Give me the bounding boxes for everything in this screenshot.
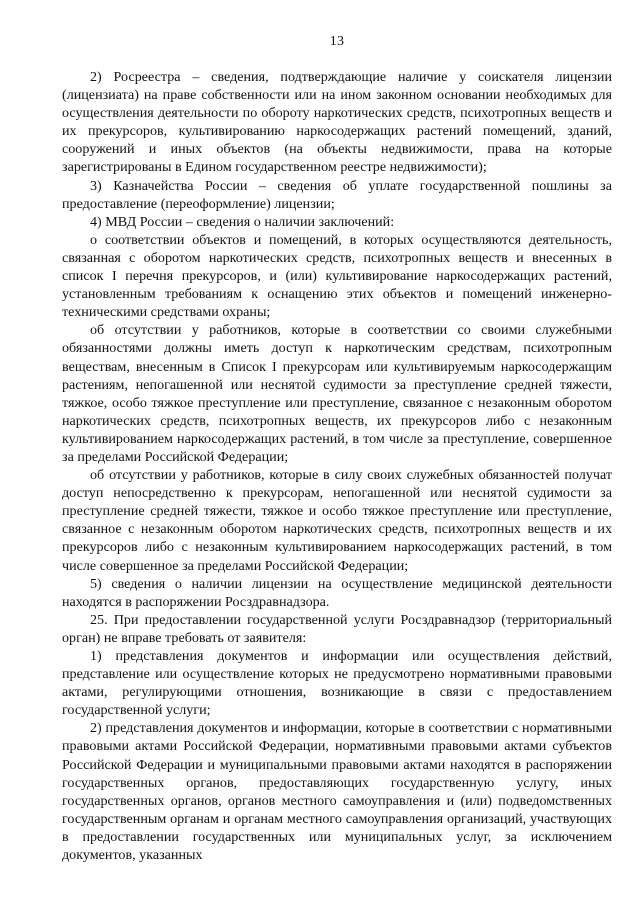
page-number: 13 [329,34,345,49]
paragraph-clause-25: 25. При предоставлении государственной услуги Росздравнадзор (территориальный орган) не вправе требовать от заявителя: [62,611,612,646]
paragraph-medical-license: 5) сведения о наличии лицензии на осуществление медицинской деятельности находятся в распоряжении Росздравнадзора. [62,575,612,610]
paragraph-item-1: 1) представления документов и информации или осуществления действий, представление или осуществление которых не предусмотрено нормативными правовыми актами, регулирующими отношения, возникающие в связи с предоставлением государственной услуги; [62,648,612,719]
paragraph-no-criminal-record-precursors: об отсутствии у работников, которые в силу своих служебных обязанностей получат доступ непосредственно к прекурсорам, непогашенной или неснятой судимости за преступление средней тяжести, тяжкое и особо тяжкое преступление или преступление, связанное с незаконным оборотом наркотических средств, психотропных веществ и их прекурсоров либо с незаконным культивированием наркосодержащих растений, в том числе совершенное за пределами Российской Федерации; [62,467,612,574]
paragraph-no-criminal-record-staff: об отсутствии у работников, которые в соответствии со своими служебными обязанностями должны иметь доступ к наркотическим средствам, психотропным веществам, внесенным в Список I прекурсорам или культивируемым наркосодержащим растениям, непогашенной или неснятой судимости за преступление средней тяжести, тяжкое, особо тяжкое преступление или преступление, связанное с незаконным оборотом наркотических средств, психотропных веществ, их прекурсоров либо с незаконным культивированием наркосодержащих растений, в том числе за преступление, совершенное за пределами Российской Федерации; [62,322,612,465]
paragraph-treasury: 3) Казначейства России – сведения об уплате государственной пошлины за предоставление (переоформление) лицензии; [62,177,612,212]
document-body [62,68,612,864]
paragraph-objects-compliance: о соответствии объектов и помещений, в которых осуществляются деятельность, связанная с оборотом наркотических средств, психотропных веществ и внесенных в список I перечня прекурсоров, и (или) культивирование наркосодержащих растений, установленным требованиям к оснащению этих объектов и помещений инженерно-техническими средствами охраны; [62,231,612,321]
paragraph-item-2: 2) представления документов и информации, которые в соответствии с нормативными правовыми актами Российской Федерации, нормативными правовыми актами субъектов Российской Федерации и муниципальными правовыми актами находятся в распоряжении государственных органов, предоставляющих государственную услугу, иных государственных органов, органов местного самоуправления и (или) подведомственных государственным органам и органам местного самоуправления организаций, участвующих в предоставлении государственных или муниципальных услуг, за исключением документов, указанных [62,720,612,864]
paragraph-rosreestr: 2) Росреестра – сведения, подтверждающие наличие у соискателя лицензии (лицензиата) на праве собственности или на ином законном основании необходимых для осуществления деятельности по обороту наркотических средств, психотропных веществ и их прекурсоров, культивированию наркосодержащих растений помещений, зданий, сооружений и иных объектов (на объекты недвижимости, права на которые зарегистрированы в Едином государственном реестре недвижимости); [62,69,612,176]
paragraph-mvd: 4) МВД России – сведения о наличии заключений: [90,213,395,230]
